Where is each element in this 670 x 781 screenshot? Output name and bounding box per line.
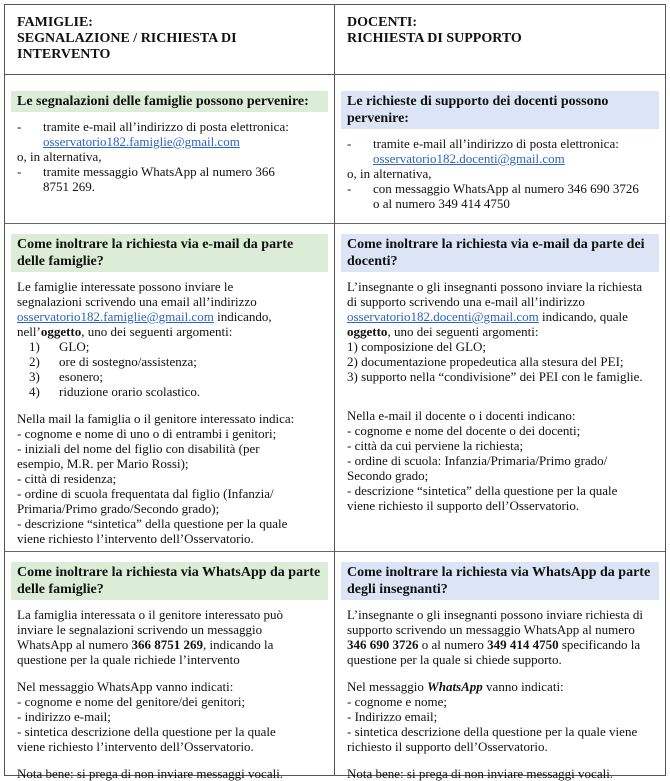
teachers-s2-title: Come inoltrare la richiesta via e-mail da parte dei docenti? [341, 234, 659, 272]
families-s2-indicates-line: - cognome e nome di uno o di entrambi i genitori; [17, 426, 277, 441]
teachers-s1-body [347, 136, 653, 211]
spacer [17, 399, 322, 411]
teachers-s3-line: L’insegnante o gli insegnanti possono inviare richiesta di [347, 607, 643, 622]
families-note: Nota bene: si prega di non inviare messaggi vocali. [17, 766, 284, 781]
families-s2-indicates-line: esempio, M.R. per Mario Rossi); [17, 456, 189, 471]
list-number: 2) [347, 354, 358, 369]
families-divider-2 [5, 551, 334, 552]
families-s3-line: questione per la quale richiede l’intervento [17, 652, 240, 667]
families-s3-text: , indicando la [202, 637, 274, 652]
families-s1-item [17, 119, 322, 134]
teachers-s1-text: tramite e-mail all’indirizzo di posta elettronica: [373, 136, 619, 151]
families-s2-text: indicando, [213, 309, 272, 324]
teachers-s3-subtitle-after: vanno indicati: [482, 679, 564, 694]
families-s2-text: , uno dei seguenti argomenti: [81, 324, 233, 339]
teachers-column [335, 4, 666, 781]
families-section-2 [5, 234, 334, 546]
teachers-s3-subtitle-before: Nel messaggio [347, 679, 428, 694]
families-s2-list-item [17, 354, 322, 369]
teachers-note: Nota bene: si prega di non inviare messaggi vocali. [347, 766, 614, 781]
families-header-line-3: INTERVENTO [17, 47, 111, 62]
families-s3-line: La famiglia interessata o il genitore interessato può [17, 607, 284, 622]
teachers-s3-indicates-line: - cognome e nome; [347, 694, 447, 709]
teachers-s2-list-item [347, 354, 653, 369]
teachers-s3-subtitle [347, 679, 653, 694]
teachers-s2-subtitle: Nella e-mail il docente o i docenti indicano: [347, 408, 576, 423]
families-s2-indicates-line: - descrizione “sintetica” della questione per la quale [17, 516, 288, 531]
families-s2-list-item [17, 369, 322, 384]
families-email-link-2[interactable]: osservatorio182.famiglie@gmail.com [17, 309, 214, 324]
list-text: composizione del GLO; [361, 339, 487, 354]
families-s2-indicates-line: Primaria/Primo grado/Secondo grado); [17, 501, 220, 516]
teachers-whatsapp-bold-italic: WhatsApp [427, 679, 483, 694]
families-oggetto-bold: oggetto [40, 324, 82, 339]
families-header-line-1: FAMIGLIE: [17, 15, 93, 30]
teachers-s2-indicates-line: - città da cui perviene la richiesta; [347, 438, 524, 453]
list-text: documentazione propedeutica alla stesura del PEI; [361, 354, 624, 369]
spacer [17, 754, 322, 766]
spacer [347, 667, 653, 679]
list-number: 3) [347, 369, 358, 384]
families-s2-line [17, 324, 322, 339]
families-s3-indicates-line: - sintetica descrizione della questione per la quale [17, 724, 276, 739]
families-s1-item [17, 164, 322, 179]
families-phone-bold: 366 8751 269 [131, 637, 203, 652]
teachers-s2-line: di supporto scrivendo una e-mail all’indirizzo [347, 294, 585, 309]
families-s3-line [17, 637, 322, 652]
teachers-section-1 [335, 91, 665, 211]
teachers-s1-title: Le richieste di supporto dei docenti possono pervenire: [341, 91, 659, 129]
teachers-s3-text: specificando la [558, 637, 641, 652]
families-section-1 [5, 91, 334, 194]
spacer [347, 396, 653, 408]
teachers-section-3 [335, 562, 665, 781]
families-divider-1 [5, 223, 334, 224]
families-header-line-2: SEGNALAZIONE / RICHIESTA DI [17, 31, 237, 46]
teachers-s3-line: questione per la quale si chiede supporto. [347, 652, 562, 667]
teachers-s2-indicates-line: viene richiesto il supporto dell’Osservatorio. [347, 498, 580, 513]
list-number: 1) [347, 339, 358, 354]
families-s3-title: Come inoltrare la richiesta via WhatsApp da parte delle famiglie? [11, 562, 328, 600]
families-s2-subtitle: Nella mail la famiglia o il genitore interessato indica: [17, 411, 295, 426]
teachers-s2-line [347, 309, 653, 324]
list-number: 4) [29, 384, 40, 399]
families-s2-line [17, 309, 322, 324]
families-s3-indicates-line: viene richiesto l’intervento dell’Osservatorio. [17, 739, 254, 754]
spacer [347, 754, 653, 766]
teachers-header [335, 5, 665, 75]
families-s1-text: tramite messaggio WhatsApp al numero 366 [43, 164, 275, 179]
families-s3-text: WhatsApp al numero [17, 637, 132, 652]
families-s2-indicates-line: - iniziali del nome del figlio con disabilità (per [17, 441, 260, 456]
families-section-3 [5, 562, 334, 781]
dash: - [347, 181, 352, 196]
teachers-s3-body [347, 607, 653, 781]
families-header [5, 5, 334, 75]
teachers-s3-title: Come inoltrare la richiesta via WhatsApp da parte degli insegnanti? [341, 562, 659, 600]
list-text: riduzione orario scolastico. [59, 384, 201, 399]
teachers-s2-indicates-line: - descrizione “sintetica” della questione per la quale [347, 483, 618, 498]
spacer [347, 384, 653, 396]
families-s2-body [17, 279, 322, 546]
teachers-s2-text: , uno dei seguenti argomenti: [387, 324, 539, 339]
list-number: 1) [29, 339, 40, 354]
teachers-s1-item [347, 136, 653, 151]
spacer [17, 667, 322, 679]
teachers-s1-item [347, 181, 653, 196]
teachers-s1-email-row [347, 151, 653, 166]
teachers-email-link[interactable]: osservatorio182.docenti@gmail.com [373, 151, 565, 166]
families-s2-indicates-line: - ordine di scuola frequentata dal figlio (Infanzia/ [17, 486, 274, 501]
families-s1-body [17, 119, 322, 194]
teachers-s2-indicates-line: - cognome e nome del docente o dei docenti; [347, 423, 581, 438]
teachers-s2-list-item [347, 339, 653, 354]
teachers-s3-line: supporto scrivendo un messaggio WhatsApp al numero [347, 622, 635, 637]
families-email-link[interactable]: osservatorio182.famiglie@gmail.com [43, 134, 240, 149]
teachers-divider-1 [335, 223, 665, 224]
teachers-phone-bold-2: 349 414 4750 [487, 637, 559, 652]
families-s3-indicates-line: - indirizzo e-mail; [17, 709, 111, 724]
list-text: supporto nella “condivisione” dei PEI con le famiglie. [361, 369, 643, 384]
families-s2-indicates-line: - città di residenza; [17, 471, 117, 486]
teachers-s1-text: con messaggio WhatsApp al numero 346 690 3726 [373, 181, 639, 196]
families-s2-title: Come inoltrare la richiesta via e-mail da parte delle famiglie? [11, 234, 328, 272]
list-number: 3) [29, 369, 40, 384]
dash: - [17, 119, 22, 134]
teachers-email-link-2[interactable]: osservatorio182.docenti@gmail.com [347, 309, 539, 324]
teachers-header-line-1: DOCENTI: [347, 15, 418, 30]
teachers-s3-line [347, 637, 653, 652]
teachers-s3-indicates-line: - Indirizzo email; [347, 709, 438, 724]
families-s2-line: segnalazioni scrivendo una email all’indirizzo [17, 294, 257, 309]
teachers-s2-line [347, 324, 653, 339]
teachers-s2-line: L’insegnante o gli insegnanti possono inviare la richiesta [347, 279, 643, 294]
families-s2-text: nell’ [17, 324, 41, 339]
teachers-s2-text: indicando, quale [538, 309, 628, 324]
teachers-s3-indicates-line: - sintetica descrizione della questione per la quale viene [347, 724, 638, 739]
list-number: 2) [29, 354, 40, 369]
families-s2-line: Le famiglie interessate possono inviare le [17, 279, 234, 294]
two-column-document [4, 4, 666, 781]
teachers-phone-bold-1: 346 690 3726 [347, 637, 419, 652]
dash: - [17, 164, 22, 179]
families-s3-body [17, 607, 322, 781]
list-text: ore di sostegno/assistenza; [59, 354, 197, 369]
teachers-s2-body [347, 279, 653, 513]
families-s3-subtitle: Nel messaggio WhatsApp vanno indicati: [17, 679, 234, 694]
teachers-s1-alt: o, in alternativa, [347, 166, 432, 181]
teachers-s2-indicates-line: - ordine di scuola: Infanzia/Primaria/Primo grado/ [347, 453, 608, 468]
families-s3-line: inviare le segnalazioni scrivendo un messaggio [17, 622, 263, 637]
dash: - [347, 136, 352, 151]
families-s1-title: Le segnalazioni delle famiglie possono pervenire: [11, 91, 328, 112]
teachers-s2-list [347, 339, 653, 384]
families-s2-list-item [17, 339, 322, 354]
teachers-s2-list-item [347, 369, 653, 384]
teachers-header-line-2: RICHIESTA DI SUPPORTO [347, 31, 522, 46]
families-s1-alt: o, in alternativa, [17, 149, 102, 164]
teachers-s1-text: o al numero 349 414 4750 [373, 196, 510, 211]
teachers-divider-2 [335, 551, 665, 552]
families-s2-list-item [17, 384, 322, 399]
teachers-s3-text: o al numero [418, 637, 488, 652]
families-s1-email-row [17, 134, 322, 149]
teachers-oggetto-bold: oggetto [347, 324, 388, 339]
families-column [4, 4, 335, 781]
teachers-s3-indicates-line: richiesto il supporto dell’Osservatorio. [347, 739, 548, 754]
families-s3-indicates-line: - cognome e nome del genitore/dei genitori; [17, 694, 246, 709]
teachers-section-2 [335, 234, 665, 513]
list-text: GLO; [59, 339, 90, 354]
families-s1-text: 8751 269. [43, 179, 95, 194]
teachers-s2-indicates-line: Secondo grado; [347, 468, 429, 483]
families-s2-indicates-line: viene richiesto l’intervento dell’Osservatorio. [17, 531, 254, 546]
families-s1-text: tramite e-mail all’indirizzo di posta elettronica: [43, 119, 289, 134]
list-text: esonero; [59, 369, 104, 384]
